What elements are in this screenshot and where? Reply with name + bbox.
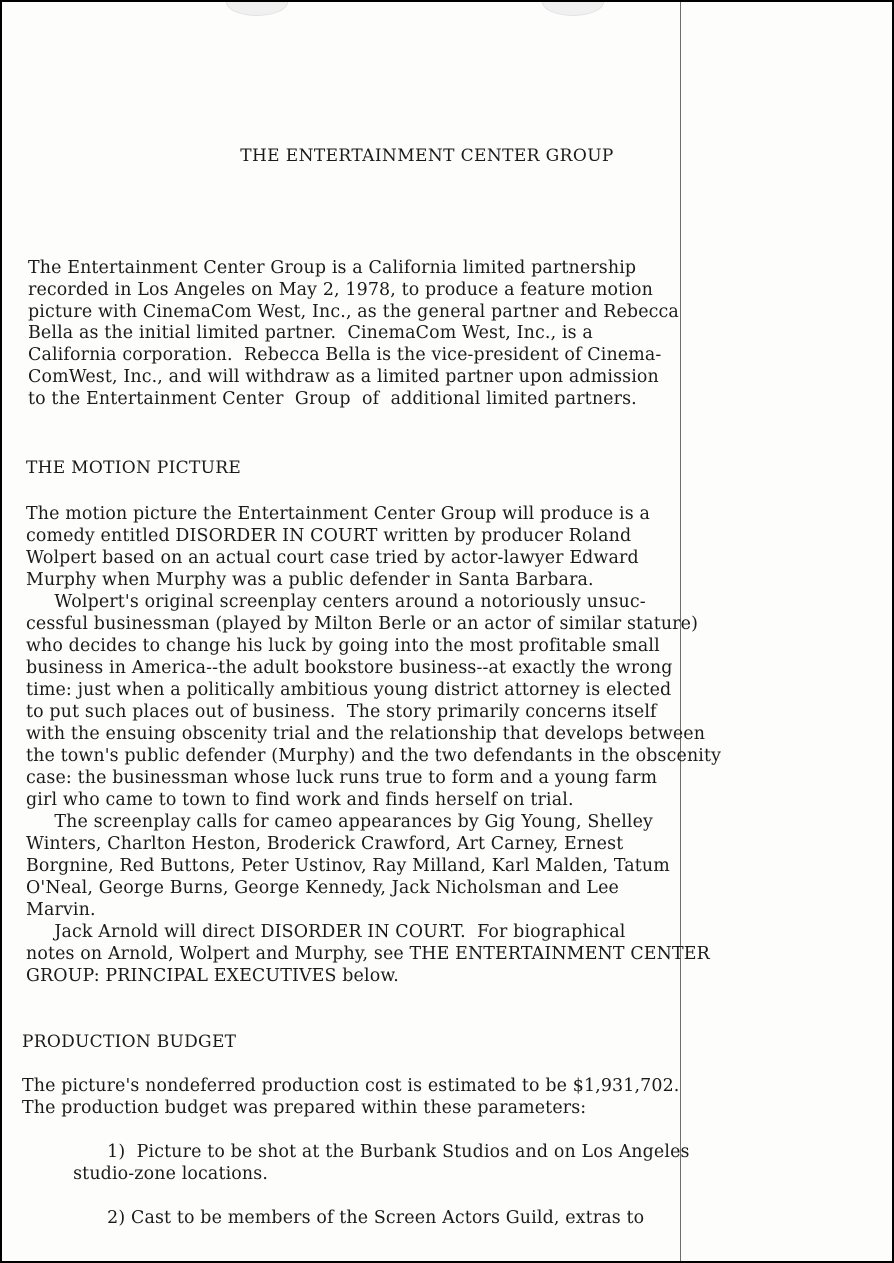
- text-line: business in America--the adult bookstore business--at exactly the wrong: [26, 658, 673, 678]
- text-line: time: just when a politically ambitious young district attorney is elected: [26, 680, 672, 700]
- text-line: 2) Cast to be members of the Screen Actors Guild, extras to: [22, 1208, 645, 1228]
- motion-picture-heading: THE MOTION PICTURE: [26, 458, 242, 478]
- text-line: with the ensuing obscenity trial and the relationship that develops between: [26, 724, 706, 744]
- text-line: case: the businessman whose luck runs true to form and a young farm: [26, 768, 658, 788]
- document-title: THE ENTERTAINMENT CENTER GROUP: [240, 146, 614, 166]
- punch-hole-left: [226, 0, 288, 16]
- text-line: The motion picture the Entertainment Center Group will produce is a: [26, 504, 650, 524]
- text-line: The picture's nondeferred production cost is estimated to be $1,931,702.: [22, 1076, 680, 1096]
- text-line: Marvin.: [26, 900, 96, 920]
- text-line: O'Neal, George Burns, George Kennedy, Jack Nicholsman and Lee: [26, 878, 619, 898]
- text-line: California corporation. Rebecca Bella is the vice-president of Cinema-: [28, 345, 662, 366]
- text-line: Murphy when Murphy was a public defender in Santa Barbara.: [26, 570, 594, 590]
- text-line: The screenplay calls for cameo appearances by Gig Young, Shelley: [26, 812, 654, 832]
- text-line: ComWest, Inc., and will withdraw as a limited partner upon admission: [28, 367, 659, 387]
- text-line: Wolpert based on an actual court case tried by actor-lawyer Edward: [26, 548, 639, 568]
- text-line: comedy entitled DISORDER IN COURT written by producer Roland: [26, 526, 632, 546]
- text-line: recorded in Los Angeles on May 2, 1978, to produce a feature motion: [28, 279, 653, 300]
- text-line: cessful businessman (played by Milton Berle or an actor of similar stature): [26, 614, 699, 634]
- text-line: who decides to change his luck by going into the most profitable small: [26, 636, 660, 656]
- text-line: Wolpert's original screenplay centers around a notoriously unsuc-: [26, 592, 646, 612]
- text-line: Bella as the initial limited partner. CinemaCom West, Inc., is a: [28, 323, 593, 344]
- text-line: girl who came to town to find work and finds herself on trial.: [26, 790, 574, 810]
- text-line: 1) Picture to be shot at the Burbank Studios and on Los Angeles: [22, 1142, 690, 1162]
- text-line: picture with CinemaCom West, Inc., as the general partner and Rebecca: [28, 301, 679, 322]
- text-line: the town's public defender (Murphy) and the two defendants in the obscenity: [26, 746, 722, 766]
- text-line: The Entertainment Center Group is a California limited partnership: [28, 258, 637, 278]
- text-line: to put such places out of business. The story primarily concerns itself: [26, 702, 657, 722]
- punch-hole-right: [542, 0, 604, 16]
- text-line: notes on Arnold, Wolpert and Murphy, see THE ENTERTAINMENT CENTER: [26, 944, 710, 964]
- text-line: to the Entertainment Center Group of additional limited partners.: [28, 388, 637, 409]
- text-line: studio-zone locations.: [22, 1164, 269, 1184]
- text-line: Jack Arnold will direct DISORDER IN COURT. For biographical: [26, 922, 626, 942]
- text-line: Borgnine, Red Buttons, Peter Ustinov, Ray Milland, Karl Malden, Tatum: [26, 856, 670, 876]
- text-line: The production budget was prepared within these parameters:: [22, 1098, 587, 1118]
- text-line: Winters, Charlton Heston, Broderick Crawford, Art Carney, Ernest: [26, 834, 624, 854]
- production-budget-heading: PRODUCTION BUDGET: [22, 1032, 237, 1052]
- text-line: GROUP: PRINCIPAL EXECUTIVES below.: [26, 966, 399, 986]
